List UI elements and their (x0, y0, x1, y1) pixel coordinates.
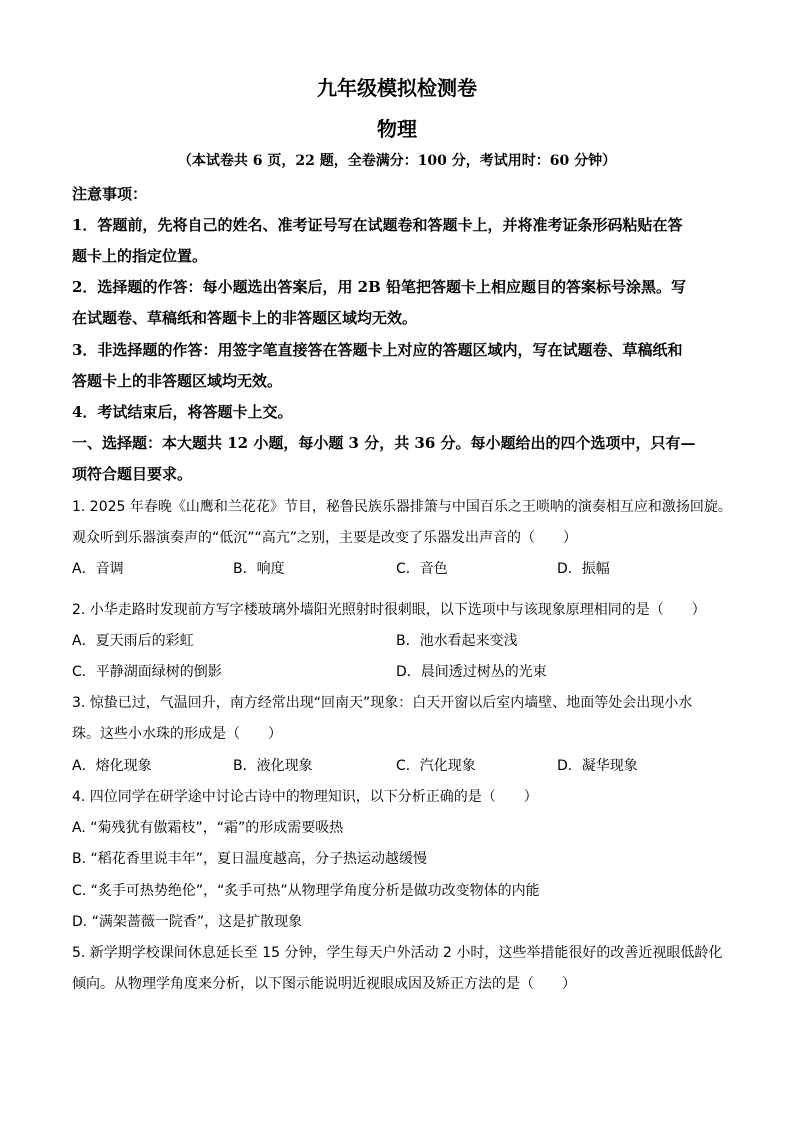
question-1-option-b: B．响度 (233, 561, 285, 577)
note-1-line-1: 1．答题前，先将自己的姓名、准考证号写在试题卷和答题卡上，并将准考证条形码粘贴在答 (72, 216, 683, 234)
question-4-option-b: B. “稻花香里说丰年”，夏日温度越高，分子热运动越缓慢 (72, 851, 428, 867)
note-2-line-1: 2．选择题的作答：每小题选出答案后，用 2B 铅笔把答题卡上相应题目的答案标号涂黑。写 (72, 278, 687, 296)
note-2-line-2: 在试题卷、草稿纸和答题卡上的非答题区域均无效。 (72, 309, 418, 327)
question-1-line-2: 观众听到乐器演奏声的“低沉”“高亢”之别，主要是改变了乐器发出声音的（ ） (72, 530, 578, 546)
question-5-line-1: 5. 新学期学校课间休息延长至 15 分钟，学生每天户外活动 2 小时，这些举措能很好的改善近视眼低龄化 (72, 945, 723, 961)
question-4-line-1: 4. 四位同学在研学途中讨论古诗中的物理知识，以下分析正确的是（ ） (72, 789, 538, 805)
question-3-option-b: B．液化现象 (233, 758, 313, 774)
note-4: 4．考试结束后，将答题卡上交。 (72, 403, 293, 421)
section-1-line-2: 项符合题目要求。 (72, 465, 193, 483)
question-2-option-c: C．平静湖面绿树的倒影 (72, 664, 222, 680)
exam-title: 九年级模拟检测卷 (317, 76, 477, 100)
notes-heading: 注意事项： (72, 185, 148, 203)
section-1-line-1: 一、选择题：本大题共 12 小题，每小题 3 分，共 36 分。每小题给出的四个选项中，只有— (72, 434, 696, 452)
question-3-option-c: C．汽化现象 (396, 758, 476, 774)
question-3-option-d: D．凝华现象 (557, 758, 638, 774)
note-3-line-1: 3．非选择题的作答：用签字笔直接答在答题卡上对应的答题区域内，写在试题卷、草稿纸和 (72, 341, 683, 359)
question-1-option-d: D．振幅 (557, 561, 610, 577)
question-2-option-d: D．晨间透过树丛的光束 (396, 664, 547, 680)
exam-info: （本试卷共 6 页，22 题，全卷满分：100 分，考试用时：60 分钟） (177, 153, 617, 169)
question-3-line-1: 3. 惊蛰已过，气温回升，南方经常出现“回南天”现象：白天开窗以后室内墙壁、地面等处会出现小水 (72, 695, 693, 711)
question-4-option-d: D. “满架蔷薇一院香”，这是扩散现象 (72, 914, 303, 930)
question-1-option-a: A．音调 (72, 561, 124, 577)
note-3-line-2: 答题卡上的非答题区域均无效。 (72, 372, 283, 390)
question-2-line-1: 2. 小华走路时发现前方写字楼玻璃外墙阳光照射时很刺眼，以下选项中与该现象原理相同的是（ ） (72, 602, 706, 618)
question-2-option-b: B．池水看起来变浅 (396, 633, 518, 649)
question-3-option-a: A．熔化现象 (72, 758, 152, 774)
question-4-option-c: C. “炙手可热势绝伦”，“炙手可热”从物理学角度分析是做功改变物体的内能 (72, 883, 540, 899)
question-3-line-2: 珠。这些小水珠的形成是（ ） (72, 726, 282, 742)
question-5-line-2: 倾向。从物理学角度来分析，以下图示能说明近视眼成因及矫正方法的是（ ） (72, 976, 576, 992)
subject-title: 物理 (377, 117, 417, 141)
note-1-line-2: 题卡上的指定位置。 (72, 247, 208, 265)
question-1-option-c: C．音色 (396, 561, 448, 577)
question-1-line-1: 1. 2025 年春晚《山鹰和兰花花》节目，秘鲁民族乐器排箫与中国百乐之王唢呐的演奏相互应和激扬回旋。 (72, 499, 732, 515)
question-4-option-a: A. “菊残犹有傲霜枝”，“霜”的形成需要吸热 (72, 820, 344, 836)
question-2-option-a: A．夏天雨后的彩虹 (72, 633, 194, 649)
